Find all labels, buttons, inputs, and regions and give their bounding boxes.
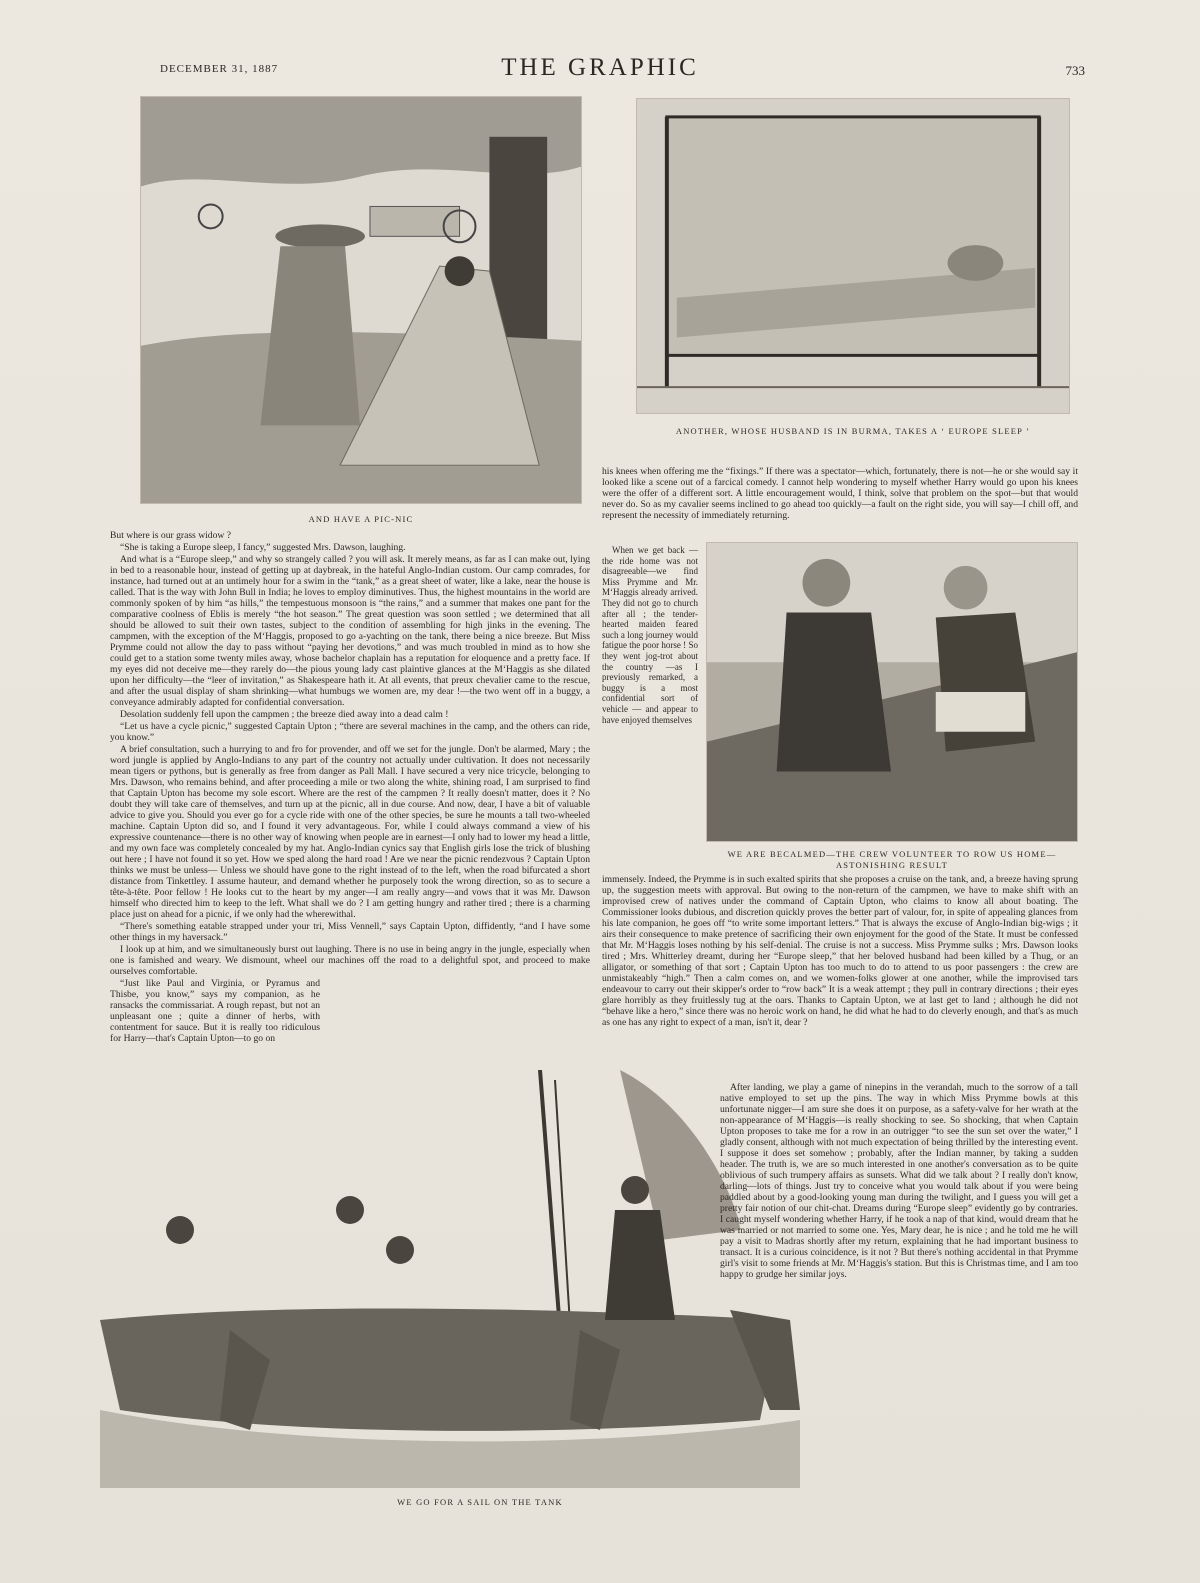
paragraph: I look up at him, and we simultaneously burst out laughing. There is no use in being angry in the jungle, especially when one is famished and weary. We dismount, wheel our machines off the road to a delightful spot, and proceed to make ourselves comfortable.: [110, 944, 590, 977]
becalmed-caption-line2: ASTONISHING RESULT: [835, 860, 949, 870]
europe-sleep-illustration: [636, 98, 1070, 414]
page-number: 733: [1065, 63, 1085, 78]
article-narrow-column: When we get back — the ride home was not disagreeable—we find Miss Prymme and Mr. M‘Haggis already arrived. They did not go to church after all ; the tender-hearted maiden feared such a long journey would fatigue the poor horse ! So they went jog-trot about the country —as I previously remarked, a buggy is a most confidential sort of vehicle — and appear to have enjoyed themselves: [602, 545, 698, 725]
article-right-top: his knees when offering me the “fixings.” If there was a spectator—which, fortunately, there is not—he or she would say it looked like a scene out of a farcical comedy. I cannot help wondering to myself whether Harry would go upon his knees were the offer of a different sort. A little encouragement would, I think, solve that problem on the spot—but that would never do. So as my cavalier seems inclined to go ahead too quickly—a fault on the right side, you will say—I chill off, and represent the necessity of immediately returning.: [602, 466, 1078, 521]
masthead-title: THE GRAPHIC: [501, 54, 699, 81]
paragraph: Desolation suddenly fell upon the campmen ; the breeze died away into a dead calm !: [120, 709, 449, 720]
sail-caption: WE GO FOR A SAIL ON THE TANK: [397, 1497, 563, 1507]
picnic-caption: AND HAVE A PIC-NIC: [308, 514, 414, 524]
issue-date: DECEMBER 31, 1887: [160, 63, 279, 75]
europe-sleep-caption: ANOTHER, WHOSE HUSBAND IS IN BURMA, TAKES A ‘ EUROPE SLEEP ’: [675, 426, 1031, 436]
article-right-bottom: After landing, we play a game of ninepins in the verandah, much to the sorrow of a tall native employed to set up the pins. The way in which Miss Prymme bowls at this unfortunate nigger—I am sure she does it on purpose, as a safety-valve for her wrath at the non-appearance of M‘Haggis—is really shocking to see. So shocking, that when Captain Upton proposes to take me for a row in an outrigger “to see the sun set over the water,” I gladly consent, although with not much expectation of being thrilled by the interesting event. I suppose it does set somehow ; probably, after the Indian manner, by taking a sudden header. The truth is, we are so much interested in one another's conversation as to be quite oblivious of such trumpery affairs as sunsets. What did we talk about ? I really don't know, darling—lots of things. Just try to conceive what you would talk about if you were being paddled about by a good-looking young man during the twilight, and I guess you will get a pretty fair notion of our chit-chat. Dreams during “Europe sleep” evidently go by contraries. I caught myself wondering whether Harry, if he took a nap of that kind, would dream that he was married or not married to some one. Yes, Mary dear, he is nice ; and he told me he will pay a visit to Madras shortly after my return, explaining that he had important business to transact. It is a curious coincidence, is it not ? But there's nothing accidental in that Prymme girl's visit to some friends at Mr. M‘Haggis's station. But this is Christmas time, and I am too happy to grudge her similar joys.: [720, 1082, 1078, 1280]
paragraph: “There's something eatable strapped under your tri, Miss Vennell,” says Captain Upton, diffidently, “and I have some other things in my haversack.”: [110, 921, 590, 943]
becalmed-caption-line1: WE ARE BECALMED—THE CREW VOLUNTEER TO ROW US HOME—: [727, 849, 1057, 859]
article-right-middle: immensely. Indeed, the Prymme is in such exalted spirits that she proposes a cruise on the tank, and, a breeze having sprung up, the suggestion meets with approval. But owing to the non-return of the campmen, we have to make shift with an improvised crew of natives under the command of Captain Upton, who claims to know all about boating. The Commissioner looks dubious, and discretion quickly proves the better part of valour, for, in spite of appealing glances from his late companion, he goes off “to write some important letters.” That is always the excuse of Anglo-Indian big-wigs ; it airs their consequence to make pretence of sacrificing their own enjoyment for the good of the State. It must be confessed that Mr. M‘Haggis loses nothing by his self-denial. The cruise is not a success. Miss Prymme sulks ; Mrs. Dawson looks tired ; Mrs. Whitterley dreamt, during her “Europe sleep,” that her beloved husband had been killed by a Thug, or an alligator, or something of that sort ; Captain Upton has too much to do to attend to us poor passengers : the crew are unmistakeably “high.” Then a calm comes on, and we women-folks glower at one another, while the improvised tars endeavour to carry out their skipper's order to “row back” It is a weak attempt ; they pull in contrary directions ; their eyes glare horribly as they fruitlessly tug at the oars. Thanks to Captain Upton, we at last get to land ; although he did not “behave like a hero,” since there was no heroic work on hand, he did what he had to do cleverly enough, and that's as much as one has any right to expect of a man, isn't it, dear ?: [602, 874, 1079, 1028]
becalmed-illustration: [706, 542, 1078, 842]
paragraph: And what is a “Europe sleep,” and why so strangely called ? you will ask. It merely means, as far as I can make out, lying in bed to a reasonable hour, instead of getting up at daybreak, in the hateful Anglo-Indian custom. Our camp comrades, for instance, had turned out at an untimely hour for a swim in the “tank,” as a great sheet of water, like a lake, near the house is called. That is the way with John Bull in India; he loves to employ diminutives. Thus, the highest mountains in the world are commonly spoken of by him “as hills,” the tempestuous monsoon is “the rains,” and a summer that makes one pant for the comparative coolness of Eblis is merely “the hot season.” The great question was soon settled ; we determined that all should be allowed to suit their own tastes, subject to the condition of assembling for high jinks in the evening. The campmen, with the exception of the M‘Haggis, proposed to go a-yachting on the tank, there being a nice breeze. But Miss Prymme could not allow the day to pass without “paying her devotions,” and was much troubled in mind as to how she could get to a station some twenty miles away, whose bachelor chaplain has a reputation for eloquence and a pretty face. If my eyes did not deceive me—they rarely do—the pious young lady cast plaintive glances at the M‘Haggis as she dilated upon her difficulty—the “leer of invitation,” as Shakespeare hath it. At all events, that preux chevalier came to the rescue, and after the usual display of sham shrinking—what humbugs we women are, my dear !—the two went off in a buggy, a conveyance admirably adapted for confidential conversation.: [110, 554, 590, 708]
paragraph: “Just like Paul and Virginia, or Pyramus and Thisbe, you know,” says my companion, as he ransacks the commissariat. A rough repast, but not an unpleasant one ; quite a dinner of herbs, with contentment for sauce. But it is really too ridiculous for Harry—that's Captain Upton—to go on: [110, 978, 320, 1044]
paragraph: “She is taking a Europe sleep, I fancy,” suggested Mrs. Dawson, laughing.: [120, 542, 406, 553]
paragraph: A brief consultation, such a hurrying to and fro for provender, and off we set for the jungle. Don't be alarmed, Mary ; the word jungle is applied by Anglo-Indians to any part of the country not actually under cultivation. It does not necessarily mean tigers or pythons, but is generally as free from danger as Pall Mall. I have secured a very nice tricycle, belonging to Mrs. Dawson, who remains behind, and after proceeding a mile or two along the white, shining road, I am surprised to find that Captain Upton has become my sole escort. Where are the rest of the campmen ? It really doesn't matter, does it ? No doubt they will take care of themselves, and turn up at the picnic, all in due course. And now, dear, I have a bit of valuable advice to give you. Should you ever go for a cycle ride with one of the other species, be sure he mounts a tall two-wheeled machine. Captain Upton did so, and I found it very advantageous. For, while I could always command a view of his expressive countenance—there is no other way of knowing when people are in earnest—I only had to lower my head a little, and my own face was completely concealed by my hat. Anglo-Indian cynics say that English girls lose the trick of blushing out here ; I have not found it so yet. How we sped along the hard road ! Are we near the picnic rendezvous ? Captain Upton thinks we must be unless— Unless we should have gone to the right instead of to the left, when the road bifurcated a short distance from Tinkettley. I assume hauteur, and demand whether he purposely took the wrong direction, so as to secure a tête-à-tête. Poor fellow ! He looks cut to the heart by my anger—I am really angry—and vows that it was Mr. Dawson himself who directed him to keep to the left. What shall we do ? I am getting hungry and rather tired ; there is a charming place just on ahead for a picnic, if we only had the wherewithal.: [110, 744, 590, 920]
picnic-illustration: [140, 96, 582, 504]
paragraph: But where is our grass widow ?: [110, 530, 231, 541]
paragraph: “Let us have a cycle picnic,” suggested Captain Upton ; “there are several machines in the camp, and the others can ride, you know.”: [110, 721, 590, 743]
article-left-column: [110, 530, 590, 1068]
